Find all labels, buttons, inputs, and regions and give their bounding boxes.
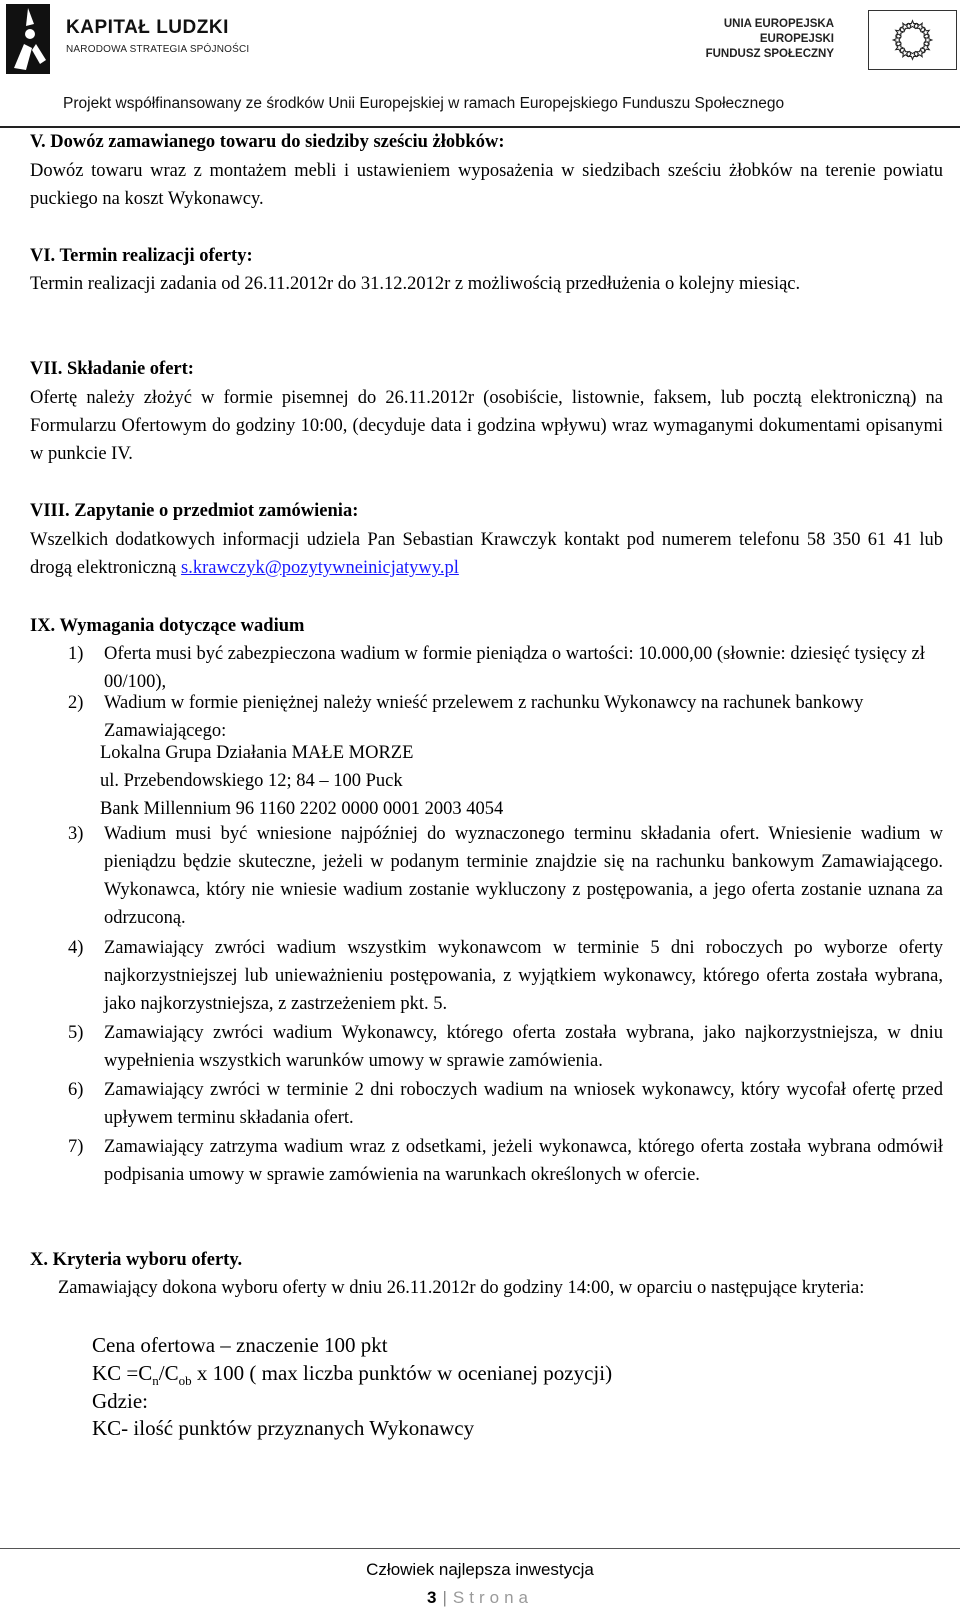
- page-separator: |: [442, 1588, 447, 1607]
- item-number: 2): [68, 693, 84, 713]
- formula-suffix: x 100 ( max liczba punktów w ocenianej pozycji): [191, 1361, 613, 1385]
- section-10-text: Zamawiający dokona wyboru oferty w dniu 26.11.2012r do godziny 14:00, w oparciu o następujące kryteria:: [58, 1278, 865, 1298]
- kapital-ludzki-title: KAPITAŁ LUDZKI: [66, 17, 229, 38]
- kapital-ludzki-logo: [6, 4, 50, 74]
- formula-sub-ob: ob: [178, 1373, 192, 1389]
- section-7-text: Ofertę należy złożyć w formie pisemnej do 26.11.2012r (osobiście, listownie, faksem, lub pocztą elektroniczną) na Formularzu Ofertowym do godziny 10:00, (decyduje data i godzina wpływu) wraz wymaganymi dokumentami opisanymi w punkcie IV.: [30, 388, 943, 464]
- eu-line-2: EUROPEJSKI: [759, 33, 834, 45]
- criteria-kc-definition: KC- ilość punktów przyznanych Wykonawcy: [92, 1416, 475, 1440]
- formula-mid: /C: [158, 1361, 179, 1385]
- item-text: Oferta musi być zabezpieczona wadium w formie pieniądza o wartości: 10.000,00 (słownie: dziesięć tysięcy zł 00/100),: [104, 644, 925, 692]
- page-header: [0, 0, 960, 135]
- section-6-text: Termin realizacji zadania od 26.11.2012r do 31.12.2012r z możliwością przedłużenia o kolejny miesiąc.: [30, 274, 801, 294]
- contact-email-link[interactable]: s.krawczyk@pozytywneinicjatywy.pl: [181, 558, 459, 578]
- bank-name: Lokalna Grupa Działania MAŁE MORZE: [100, 743, 414, 763]
- footer-slogan: Człowiek najlepsza inwestycja: [366, 1560, 594, 1579]
- section-8-text: [30, 526, 943, 582]
- section-8-body: Wszelkich dodatkowych informacji udziela Pan Sebastian Krawczyk kontakt pod numerem telefonu 58 350 61 41 lub drogą elektroniczną: [30, 530, 943, 578]
- bank-address: ul. Przebendowskiego 12; 84 – 100 Puck: [100, 771, 403, 791]
- section-9-title: IX. Wymagania dotyczące wadium: [30, 616, 305, 636]
- item-text: Wadium w formie pieniężnej należy wnieść przelewem z rachunku Wykonawcy na rachunek bankowy Zamawiającego:: [104, 693, 864, 741]
- item-number: 6): [68, 1080, 84, 1100]
- item-text: Zamawiający zatrzyma wadium wraz z odsetkami, jeżeli wykonawca, którego oferta została wybrana odmówił podpisania umowy w sprawie zamówienia na warunkach określonych w ofercie.: [104, 1137, 943, 1185]
- item-number: 5): [68, 1023, 84, 1043]
- item-text: Zamawiający zwróci wadium Wykonawcy, którego oferta została wybrana, jako najkorzystniejsza, w dniu wypełnienia wszystkich warunków umowy w sprawie zamówienia.: [104, 1023, 943, 1071]
- footer-divider: [0, 1548, 960, 1549]
- formula-sub-n: n: [152, 1373, 159, 1389]
- item-text: Zamawiający zwróci w terminie 2 dni roboczych wadium na wniosek wykonawcy, który wycofał ofertę przed upływem terminu składania ofert.: [104, 1080, 943, 1128]
- item-number: 7): [68, 1137, 84, 1157]
- section-5-text: Dowóz towaru wraz z montażem mebli i ustawieniem wyposażenia w siedzibach sześciu żłobków na terenie powiatu puckiego na koszt Wykonawcy.: [30, 161, 943, 209]
- criteria-where: Gdzie:: [92, 1389, 148, 1413]
- section-8-title: VIII. Zapytanie o przedmiot zamówienia:: [30, 501, 359, 521]
- page-number: [0, 1588, 960, 1608]
- eu-flag-icon: [868, 10, 957, 70]
- section-5-title: V. Dowóz zamawianego towaru do siedziby sześciu żłobków:: [30, 132, 505, 152]
- eu-line-1: UNIA EUROPEJSKA: [723, 18, 834, 30]
- item-number: 1): [68, 644, 84, 664]
- kapital-ludzki-subtitle: NARODOWA STRATEGIA SPÓJNOŚCI: [66, 44, 250, 55]
- page-number-value: 3: [427, 1588, 437, 1607]
- page-label: Strona: [452, 1588, 533, 1607]
- eu-fund-label: [706, 17, 834, 62]
- section-7-title: VII. Składanie ofert:: [30, 359, 194, 379]
- criteria-price: Cena ofertowa – znaczenie 100 pkt: [92, 1333, 388, 1357]
- item-text: Wadium musi być wniesione najpóźniej do wyznaczonego terminu składania ofert. Wniesienie wadium w pieniądzu będzie skuteczne, jeżeli w podanym terminie znajdzie się na rachunku bankowym Zamawiającego. Wykonawca, który nie wniesie wadium zostanie wykluczony z postępowania, a jego oferta zostanie uznana za odrzuconą.: [104, 824, 943, 928]
- item-number: 3): [68, 824, 84, 844]
- item-text: Zamawiający zwróci wadium wszystkim wykonawcom w terminie 5 dni roboczych po wyborze oferty najkorzystniejszej lub unieważnieniu postępowania, z wyjątkiem wykonawcy, którego oferta została wybrana, jako najkorzystniejsza, z zastrzeżeniem pkt. 5.: [104, 938, 943, 1014]
- bank-account: Bank Millennium 96 1160 2202 0000 0001 2003 4054: [100, 799, 504, 819]
- eu-line-3: FUNDUSZ SPOŁECZNY: [705, 48, 834, 60]
- item-number: 4): [68, 938, 84, 958]
- section-10-title: X. Kryteria wyboru oferty.: [30, 1250, 243, 1270]
- project-cofinancing-line: Projekt współfinansowany ze środków Unii Europejskiej w ramach Europejskiego Funduszu Społecznego: [63, 95, 785, 112]
- section-6-title: VI. Termin realizacji oferty:: [30, 246, 253, 266]
- formula-prefix: KC =C: [92, 1361, 153, 1385]
